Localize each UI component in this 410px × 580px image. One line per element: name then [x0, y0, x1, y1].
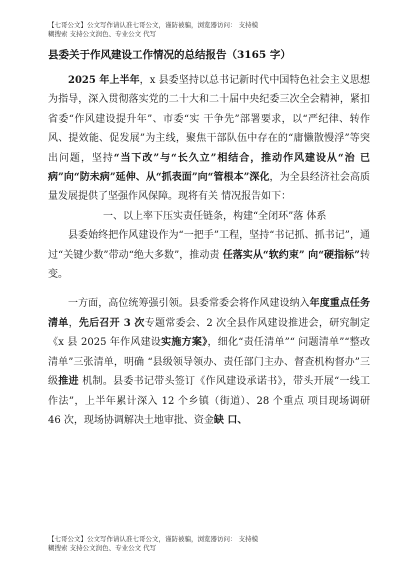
header-line-2: 糊搜索 支持公文润色、专业公文 代写 — [48, 30, 157, 38]
text-run: 一、以上率下压实责任链条，构建“全闭环”落 体系 — [103, 210, 327, 222]
text-run: 推进 — [58, 376, 79, 388]
paragraph-intro — [48, 71, 370, 207]
text-run: “当下改”与“长久立”相结合，推动作风建设从“治 已病”向“防未病”延伸、从“抓表面”向“管根本”深化 — [48, 152, 370, 184]
text-run: 2025 年上半年 — [68, 75, 140, 86]
text-run: 县委始终把作风建设作为“一把手”工程，坚持“书记抓、抓书记”，通过“关键少数”带动“绝大多数”，推动责 — [48, 230, 370, 261]
text-run: ，为全县经济社会高质量发展提供了坚强作风保障。现将有关 情况报告如下： — [48, 172, 371, 203]
header-line-1: 【七哥公文】公文写作请认准七哥公文，谨防被骗，浏览器访问： 支持模 — [48, 21, 259, 29]
text-run: 实施方案》 — [161, 337, 208, 349]
text-run: 缺 口、 — [213, 414, 248, 426]
paragraph-2 — [48, 226, 370, 284]
page-header — [48, 21, 378, 39]
text-run: 转变。 — [48, 249, 370, 281]
text-run: ，细化“责任清单”“ 问题清单”“整改清单”三张清单，明确 “县级领导领办、责任部门主办、督查机构督办”三级 — [48, 337, 371, 388]
document-title: 县委关于作风建设工作情况的总结报告（3165 字） — [48, 49, 291, 61]
footer-line-1: 【七哥公文】公文写作请认准七哥公文，谨防被骗，浏览器访问： 支持模 — [48, 535, 259, 543]
section-heading-1 — [48, 207, 370, 226]
text-run: ，x 县委坚持以总书记新时代中国特色社会主义思想为指导，深入贯彻落实党的二十大和二十届中央纪委三次全会精神，紧扣省委“作风建设提升年”、市委“实 干争先”部署要求，以“严纪律、转作风、提效能、促发展”为主线，聚焦干部队伍中存在的“庸懒散慢浮”等突出问题，坚持 — [48, 75, 370, 164]
text-run: 机制。县委书记带头签订《作风建设承诺书》，带头开展“一线工作法”，上半年累计深入 12 个乡镇（街道）、28 个重点 项目现场调研 46 次，现场协调解决土地审批、资金 — [48, 376, 371, 426]
text-run: 专题常委会、2 次全县作风建设推进会，研究制定《x 县 2025 年作风建设 — [48, 317, 371, 349]
footer-line-2: 糊搜索 支持公文润色、专业公文 代写 — [48, 544, 157, 552]
text-run: 一方面，高位统筹强引领。县委常委会将作风建设纳入 — [68, 298, 310, 310]
paragraph-3 — [48, 294, 370, 430]
text-run: 年度重点任务清单 — [48, 298, 371, 329]
text-run: ， — [68, 317, 79, 329]
page-footer — [48, 535, 378, 553]
document-body — [48, 71, 370, 430]
text-run: 任落实从“软约束” 向“硬指标” — [222, 249, 360, 261]
text-run: 先后召开 3 次 — [78, 317, 145, 329]
